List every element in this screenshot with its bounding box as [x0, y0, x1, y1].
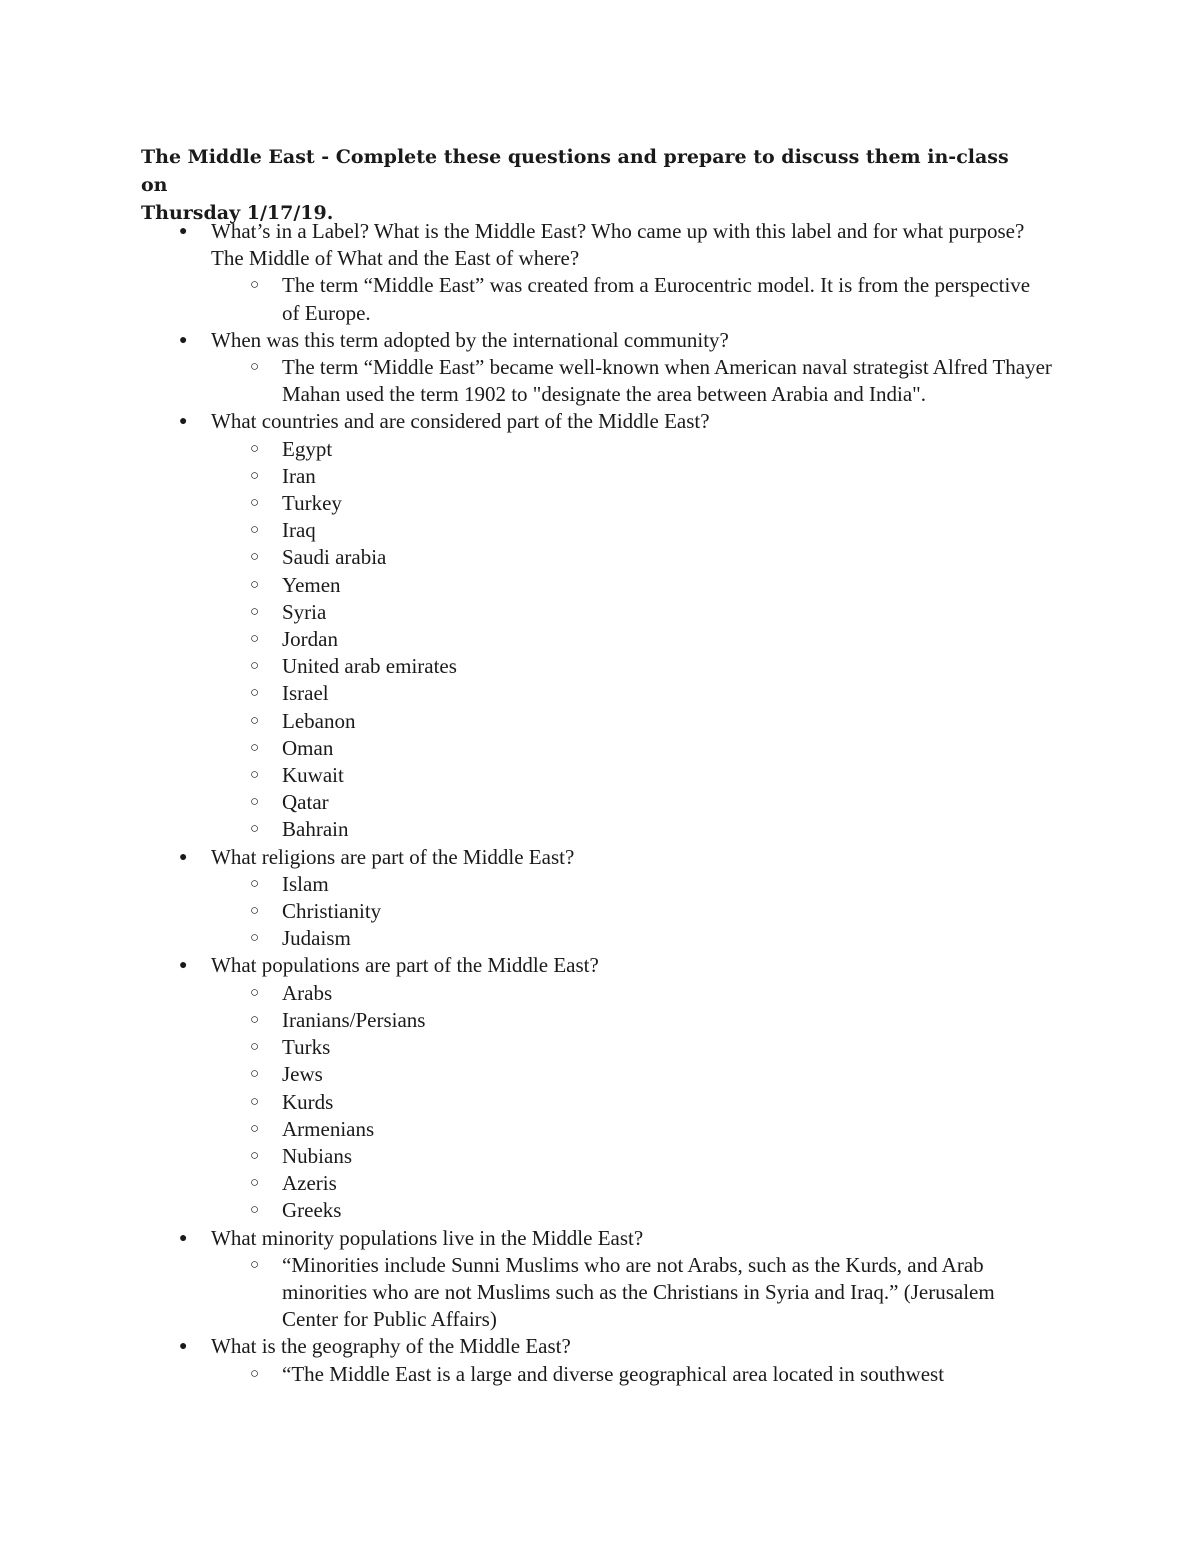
- answer-item: [211, 1252, 1052, 1334]
- answer-list: [211, 871, 1061, 953]
- sub-bullet-icon: ○: [250, 467, 260, 484]
- sub-bullet-icon: ○: [250, 1120, 260, 1137]
- answer-item: [211, 436, 1052, 463]
- sub-bullet-icon: ○: [250, 767, 260, 784]
- sub-bullet-icon: ○: [250, 440, 260, 457]
- sub-bullet-icon: ○: [250, 685, 260, 702]
- answer-text: Qatar: [282, 790, 329, 815]
- answer-text: Egypt: [282, 436, 333, 461]
- answer-item: [211, 898, 1052, 925]
- answer-text: Judaism: [282, 926, 351, 951]
- question-item: [0, 844, 1061, 953]
- answer-text: Jordan: [282, 627, 338, 652]
- answer-text: Christianity: [282, 899, 382, 924]
- question-text: What minority populations live in the Middle East?: [211, 1225, 644, 1250]
- sub-bullet-icon: ○: [250, 984, 260, 1001]
- question-text: What populations are part of the Middle East?: [211, 953, 599, 978]
- answer-text: Turkey: [282, 491, 342, 516]
- sub-bullet-icon: ○: [250, 1256, 260, 1273]
- answer-text: Bahrain: [282, 817, 349, 842]
- sub-bullet-icon: ○: [250, 930, 260, 947]
- answer-item: [211, 980, 1052, 1007]
- answer-text: “Minorities include Sunni Muslims who are not Arabs, such as the Kurds, and Arab minorities who are not Muslims such as the Christians in Syria and Iraq.” (Jerusalem Center for Public Affairs): [282, 1252, 995, 1332]
- answer-text: Azeris: [282, 1171, 337, 1196]
- sub-bullet-icon: ○: [250, 1093, 260, 1110]
- answer-text: Jews: [282, 1062, 323, 1087]
- question-text: What religions are part of the Middle East?: [211, 844, 575, 869]
- answer-item: [211, 1170, 1052, 1197]
- answer-text: Yemen: [282, 572, 341, 597]
- sub-bullet-icon: ○: [250, 875, 260, 892]
- answer-item: [211, 816, 1052, 843]
- answer-item: [211, 463, 1052, 490]
- question-item: [0, 327, 1061, 409]
- answer-item: [211, 1361, 1052, 1388]
- answer-item: [211, 789, 1052, 816]
- question-item: [0, 408, 1061, 843]
- question-text: What countries and are considered part of the Middle East?: [211, 409, 710, 434]
- answer-item: [211, 599, 1052, 626]
- sub-bullet-icon: ○: [250, 821, 260, 838]
- answer-list: [211, 1361, 1061, 1388]
- answer-item: [211, 272, 1052, 326]
- sub-bullet-icon: ○: [250, 1202, 260, 1219]
- sub-bullet-icon: ○: [250, 359, 260, 376]
- answer-item: [211, 735, 1052, 762]
- question-text: What is the geography of the Middle East?: [211, 1334, 571, 1359]
- answer-text: Israel: [282, 681, 329, 706]
- sub-bullet-icon: ○: [250, 739, 260, 756]
- sub-bullet-icon: ○: [250, 631, 260, 648]
- answer-item: [211, 544, 1052, 571]
- answer-list: [211, 354, 1061, 408]
- sub-bullet-icon: ○: [250, 1066, 260, 1083]
- sub-bullet-icon: ○: [250, 1039, 260, 1056]
- sub-bullet-icon: ○: [250, 794, 260, 811]
- answer-item: [211, 708, 1052, 735]
- answer-item: [211, 762, 1052, 789]
- bullet-icon: ●: [179, 849, 188, 865]
- answer-item: [211, 572, 1052, 599]
- question-text: When was this term adopted by the international community?: [211, 327, 729, 352]
- sub-bullet-icon: ○: [250, 522, 260, 539]
- answer-list: [211, 1252, 1061, 1334]
- answer-text: “The Middle East is a large and diverse geographical area located in southwest: [282, 1361, 945, 1386]
- sub-bullet-icon: ○: [250, 1011, 260, 1028]
- answer-item: [211, 1089, 1052, 1116]
- sub-bullet-icon: ○: [250, 549, 260, 566]
- answer-list: [211, 436, 1061, 844]
- question-item: [0, 1333, 1061, 1387]
- answer-text: Kuwait: [282, 763, 344, 788]
- question-item: [0, 1225, 1061, 1334]
- answer-text: Iran: [282, 463, 316, 488]
- question-item: [0, 218, 1061, 327]
- bullet-icon: ●: [179, 332, 188, 348]
- answer-text: Iranians/Persians: [282, 1007, 426, 1032]
- answer-list: [211, 272, 1061, 326]
- answer-item: [211, 354, 1052, 408]
- sub-bullet-icon: ○: [250, 603, 260, 620]
- title-line-1: The Middle East - Complete these questions and prepare to discuss them in-class on: [141, 146, 1009, 196]
- answer-item: [211, 1116, 1052, 1143]
- sub-bullet-icon: ○: [250, 277, 260, 294]
- bullet-icon: ●: [179, 1339, 188, 1355]
- answer-text: Syria: [282, 599, 327, 624]
- sub-bullet-icon: ○: [250, 495, 260, 512]
- question-item: [0, 952, 1061, 1224]
- sub-bullet-icon: ○: [250, 576, 260, 593]
- answer-text: Greeks: [282, 1198, 342, 1223]
- answer-text: The term “Middle East” was created from a Eurocentric model. It is from the perspective of Europe.: [282, 273, 1031, 325]
- answer-text: Iraq: [282, 518, 316, 543]
- answer-item: [211, 1061, 1052, 1088]
- answer-item: [211, 1007, 1052, 1034]
- sub-bullet-icon: ○: [250, 1147, 260, 1164]
- answer-text: Armenians: [282, 1116, 375, 1141]
- sub-bullet-icon: ○: [250, 1175, 260, 1192]
- answer-item: [211, 1197, 1052, 1224]
- answer-text: Nubians: [282, 1143, 352, 1168]
- answer-text: Arabs: [282, 980, 333, 1005]
- answer-item: [211, 490, 1052, 517]
- question-list: [0, 218, 1200, 1388]
- answer-text: The term “Middle East” became well-known when American naval strategist Alfred Thayer Mahan used the term 1902 to "designate the area between Arabia and India".: [282, 355, 1052, 407]
- answer-text: Islam: [282, 871, 329, 896]
- question-text: What’s in a Label? What is the Middle East? Who came up with this label and for what purpose? The Middle of What and the East of where?: [211, 219, 1025, 271]
- sub-bullet-icon: ○: [250, 658, 260, 675]
- title-line-2: Thursday 1/17/19.: [141, 202, 334, 224]
- bullet-icon: ●: [179, 414, 188, 430]
- answer-text: Lebanon: [282, 708, 356, 733]
- answer-item: [211, 1034, 1052, 1061]
- answer-text: Saudi arabia: [282, 545, 387, 570]
- answer-item: [211, 517, 1052, 544]
- answer-text: Oman: [282, 735, 334, 760]
- answer-text: Kurds: [282, 1089, 334, 1114]
- answer-item: [211, 925, 1052, 952]
- bullet-icon: ●: [179, 958, 188, 974]
- page-title: [141, 143, 1041, 227]
- answer-text: United arab emirates: [282, 654, 457, 679]
- bullet-icon: ●: [179, 1230, 188, 1246]
- answer-item: [211, 653, 1052, 680]
- answer-text: Turks: [282, 1035, 331, 1060]
- sub-bullet-icon: ○: [250, 1365, 260, 1382]
- answer-item: [211, 1143, 1052, 1170]
- answer-list: [211, 980, 1061, 1225]
- bullet-icon: ●: [179, 224, 188, 239]
- answer-item: [211, 626, 1052, 653]
- sub-bullet-icon: ○: [250, 712, 260, 729]
- sub-bullet-icon: ○: [250, 903, 260, 920]
- answer-item: [211, 871, 1052, 898]
- answer-item: [211, 680, 1052, 707]
